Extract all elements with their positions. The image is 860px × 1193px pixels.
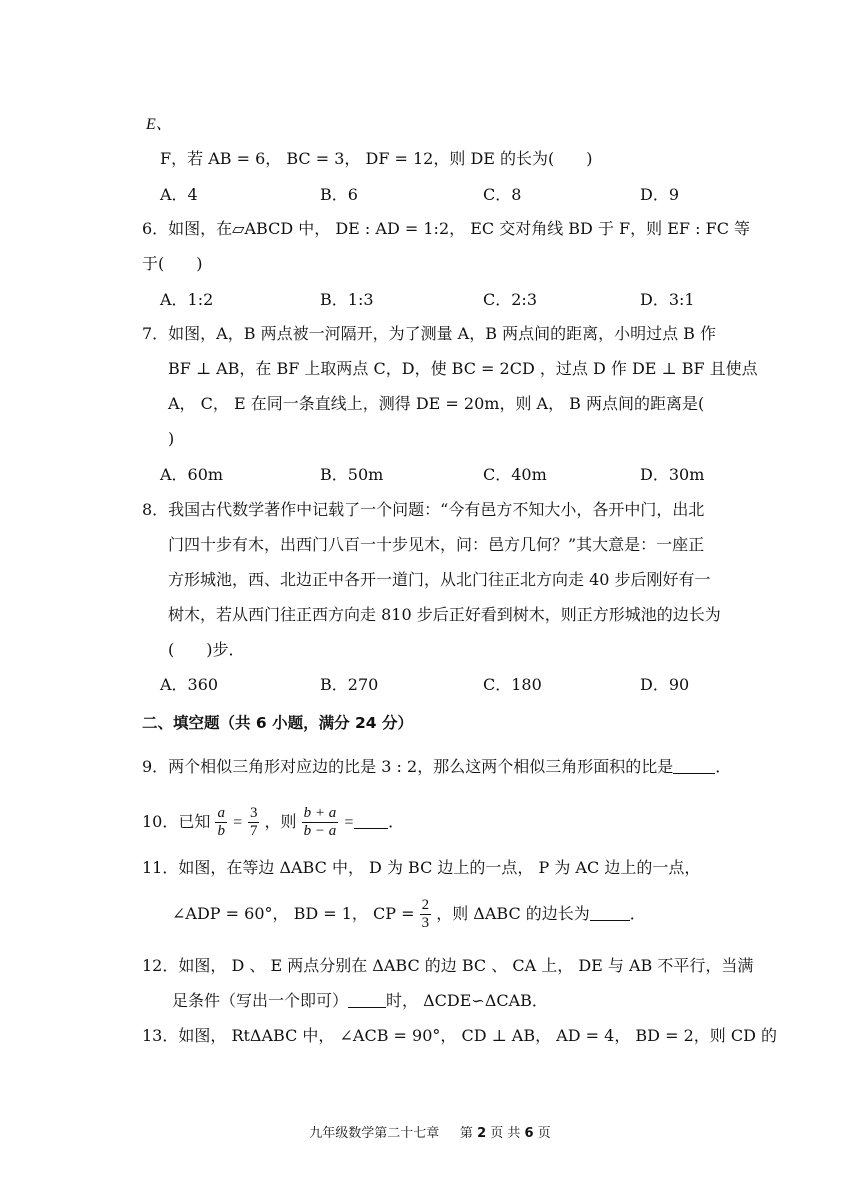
q10-frac1-den: b [217,823,225,839]
q9-text: 9．两个相似三角形对应边的比是 3 : 2，那么这两个相似三角形面积的比是 [142,757,674,776]
q8-option-a: A．360 [160,675,219,694]
q8-option-d: D．90 [640,675,690,694]
q5-option-a: A．4 [160,185,198,204]
q9-end: ． [715,757,732,776]
q10-frac3-num: b + a [303,805,337,821]
q11-line2b: ，则 ΔABC 的边长为 [436,904,590,923]
q5-line1: E、 [146,116,172,133]
q7-option-b: B．50m [320,465,384,484]
section-heading-fill-in: 二、填空题（共 6 小题，满分 24 分） [142,714,413,732]
q10-frac3-den: b − a [303,823,337,839]
q11-end: ． [629,904,646,923]
page-footer [0,1122,860,1141]
q10-fraction-3-over-7 [248,805,260,840]
q10 [142,802,404,842]
q13-line1: 13．如图， RtΔABC 中， ∠ACB = 90°， CD ⊥ AB， AD = 4， BD = 2，则 CD 的 [142,1026,777,1045]
q7-line2: BF ⊥ AB，在 BF 上取两点 C，D，使 BC = 2CD ，过点 D 作 DE ⊥ BF 且使点 [168,359,758,378]
q6-option-a: A．1:2 [160,290,214,309]
q11-fraction-2-over-3 [420,897,432,932]
footer-page-suffix: 页 [537,1126,551,1141]
q10-fraction-a-over-b [215,805,227,840]
q10-mid: ，则 [264,812,297,831]
q10-eq2: = [343,814,355,831]
q11-answer-blank[interactable] [590,904,630,921]
q8-line3: 方形城池，西、北边正中各开一道门，从北门往正北方向走 40 步后刚好有一 [168,570,711,589]
q11-frac-den: 3 [421,915,430,931]
footer-page-prefix: 第 [459,1126,473,1141]
footer-page-number: 2 [477,1126,487,1141]
q10-answer-blank[interactable] [354,812,388,829]
q11-line2 [172,894,646,934]
q6-option-d: D．3:1 [640,290,695,309]
q11-line2a: ∠ADP = 60°， BD = 1， CP = [172,904,415,923]
q5-option-d: D．9 [640,185,680,204]
q11-frac-num: 2 [421,897,430,913]
q6-option-b: B．1:3 [320,290,374,309]
q8-option-b: B．270 [320,675,379,694]
q8-option-c: C．180 [483,675,542,694]
q10-frac2-den: 7 [249,823,258,839]
q5-line2: F，若 AB = 6， BC = 3， DF = 12，则 DE 的长为( ) [160,149,593,168]
footer-page-mid: 页 共 [490,1126,521,1141]
q7-option-a: A．60m [160,465,224,484]
q8-line5: ( )步． [168,640,245,659]
q10-eq1: = [232,814,243,831]
q10-end: ． [388,812,405,831]
q9 [142,756,731,778]
q12-line2 [172,990,548,1012]
q10-frac2-num: 3 [249,805,258,821]
q12-answer-blank[interactable] [348,991,386,1008]
q10-frac1-num: a [217,805,225,821]
q6-line1: 6．如图，在▱ABCD 中， DE : AD = 1:2， EC 交对角线 BD 于 F，则 EF : FC 等 [142,219,751,238]
q7-line3: A， C， E 在同一条直线上，测得 DE = 20m，则 A， B 两点间的距离是( [168,394,705,413]
q7-option-d: D．30m [640,465,705,484]
q12-line2b: 时， ΔCDE∽ΔCAB． [386,991,548,1010]
q11-line1: 11．如图，在等边 ΔABC 中， D 为 BC 边上的一点， P 为 AC 边上的一点， [142,858,701,877]
q8-line1: 8．我国古代数学著作中记载了一个问题：“今有邑方不知大小，各开中门，出北 [142,500,705,519]
q7-line1: 7．如图，A，B 两点被一河隔开，为了测量 A，B 两点间的距离，小明过点 B 作 [142,324,716,343]
q7-option-c: C．40m [483,465,547,484]
q8-line2: 门四十步有木，出西门八百一十步见木，问：邑方几何？”其大意是：一座正 [168,535,705,554]
q6-option-c: C．2:3 [483,290,537,309]
q5-option-c: C．8 [483,185,522,204]
q10-prefix: 10．已知 [142,812,211,831]
q5-option-b: B．6 [320,185,358,204]
q12-line1: 12．如图， D 、 E 两点分别在 ΔABC 的边 BC 、 CA 上， DE 与 AB 不平行，当满 [142,956,754,975]
q8-line4: 树木，若从西门往正西方向走 810 步后正好看到树木，则正方形城池的边长为 [168,605,721,624]
q12-line2a: 足条件（写出一个即可） [172,991,349,1010]
q10-fraction-expression [302,805,339,840]
footer-label: 九年级数学第二十七章 [309,1126,440,1141]
q9-answer-blank[interactable] [673,757,715,774]
q7-line4: ) [168,429,175,448]
q6-line2: 于( ) [142,254,203,273]
footer-total-pages: 6 [524,1126,534,1141]
